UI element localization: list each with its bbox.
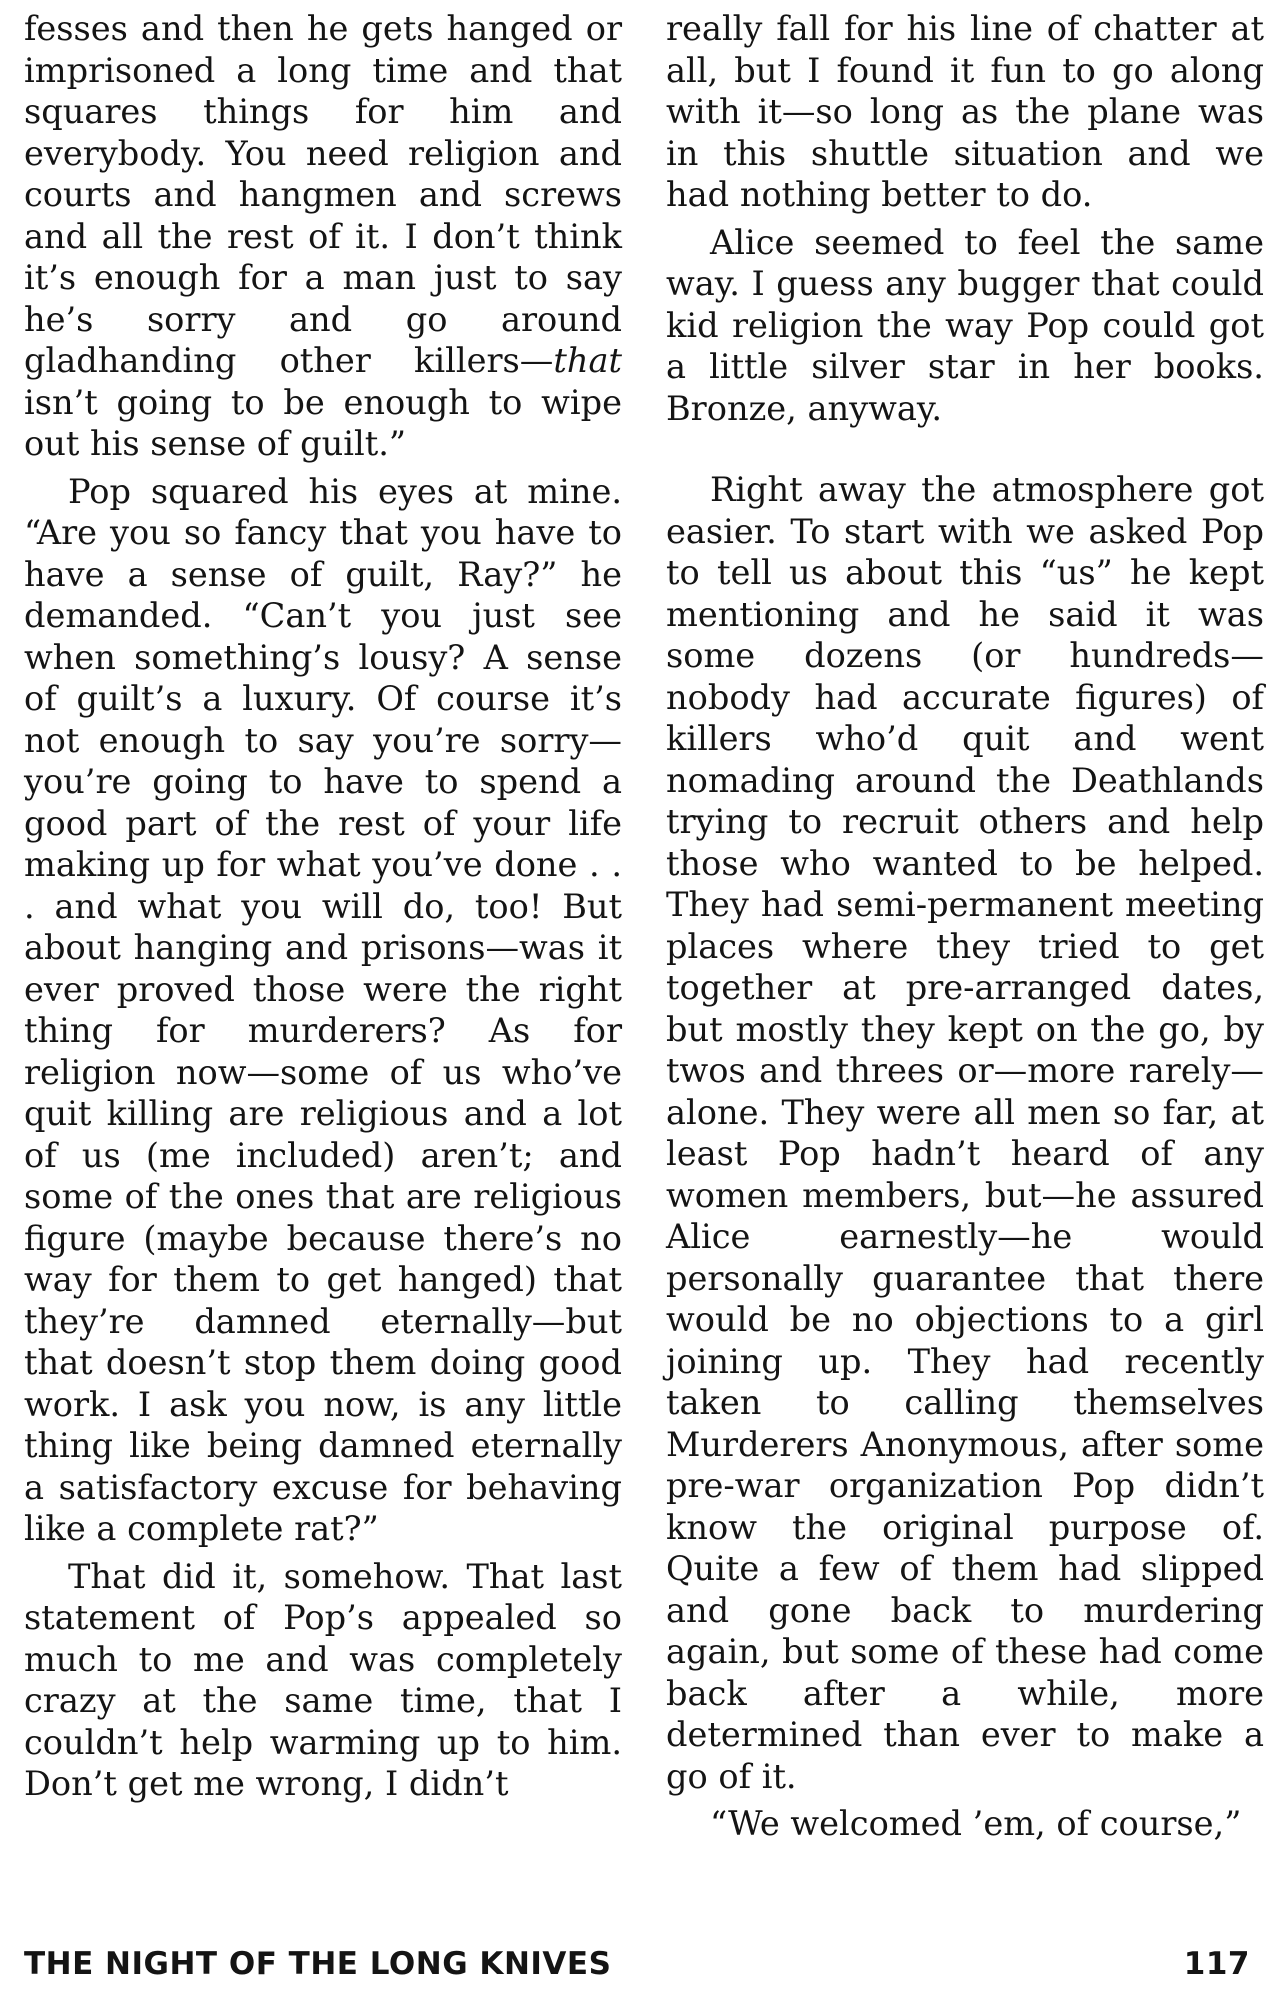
running-title: THE NIGHT OF THE LONG KNIVES [24,1946,612,1982]
paragraph: really fall for his line of chatter at all, but I found it fun to go along with it—so long as the plane was in this shuttle situation and we had nothing better to do. [666,9,1264,214]
paragraph [24,8,622,465]
right-column [666,8,1264,1851]
paragraph: “We welcomed ’em, of course,” [710,1804,1242,1843]
text-run: isn’t going to be enough to wipe out his sense of guilt.” [24,382,622,463]
paragraph: Alice seemed to feel the same way. I guess any bugger that could kid religion the way Pop could got a little silver star in her books. Bronze, anyway. [666,222,1264,428]
text-run: fesses and then he gets hanged or imprisoned a long time and that squares things for him and everybody. You need religion and courts and hangmen and screws and all the rest of it. I don’t think it’s enough for a man just to say he’s sorry and go around gladhanding other killers— [24,9,622,380]
emphasis-text: that [553,341,622,380]
page-footer [24,1946,1250,1982]
left-column [24,8,622,1811]
page-number: 117 [1183,1946,1250,1982]
paragraph: Right away the atmosphere got easier. To start with we asked Pop to tell us about this “us” he kept mentioning and he said it was some dozens (or hundreds—nobody had accurate figures) of killers who’d quit and went nomading around the Deathlands trying to recruit others and help those who wanted to be helped. They had semi-permanent meeting places where they tried to get together at pre-arranged dates, but mostly they kept on the go, by twos and threes or—more rarely—alone. They were all men so far, at least Pop hadn’t heard of any women members, but—he assured Alice earnestly—he would personally guarantee that there would be no objections to a girl joining up. They had recently taken to calling themselves Murderers Anonymous, after some pre-war organization Pop didn’t know the original purpose of. Quite a few of them had slipped and gone back to murdering again, but some of these had come back after a while, more determined than ever to make a go of it. [666,470,1264,1796]
paragraph: That did it, somehow. That last statement of Pop’s appealed so much to me and was completely crazy at the same time, that I couldn’t help warming up to him. Don’t get me wrong, I didn’t [24,1556,622,1803]
paragraph: Pop squared his eyes at mine. “Are you so fancy that you have to have a sense of guilt, Ray?” he demanded. “Can’t you just see when something’s lousy? A sense of guilt’s a luxury. Of course it’s not enough to say you’re sorry—you’re going to have to spend a good part of the rest of your life making up for what you’ve done . . . and what you will do, too! But about hanging and prisons—was it ever proved those were the right thing for murderers? As for religion now—some of us who’ve quit killing are religious and a lot of us (me included) aren’t; and some of the ones that are religious figure (maybe because there’s no way for them to get hanged) that they’re damned eternally—but that doesn’t stop them doing good work. I ask you now, is any little thing like being damned eternally a satisfactory excuse for behaving like a complete rat?” [24,471,622,1548]
